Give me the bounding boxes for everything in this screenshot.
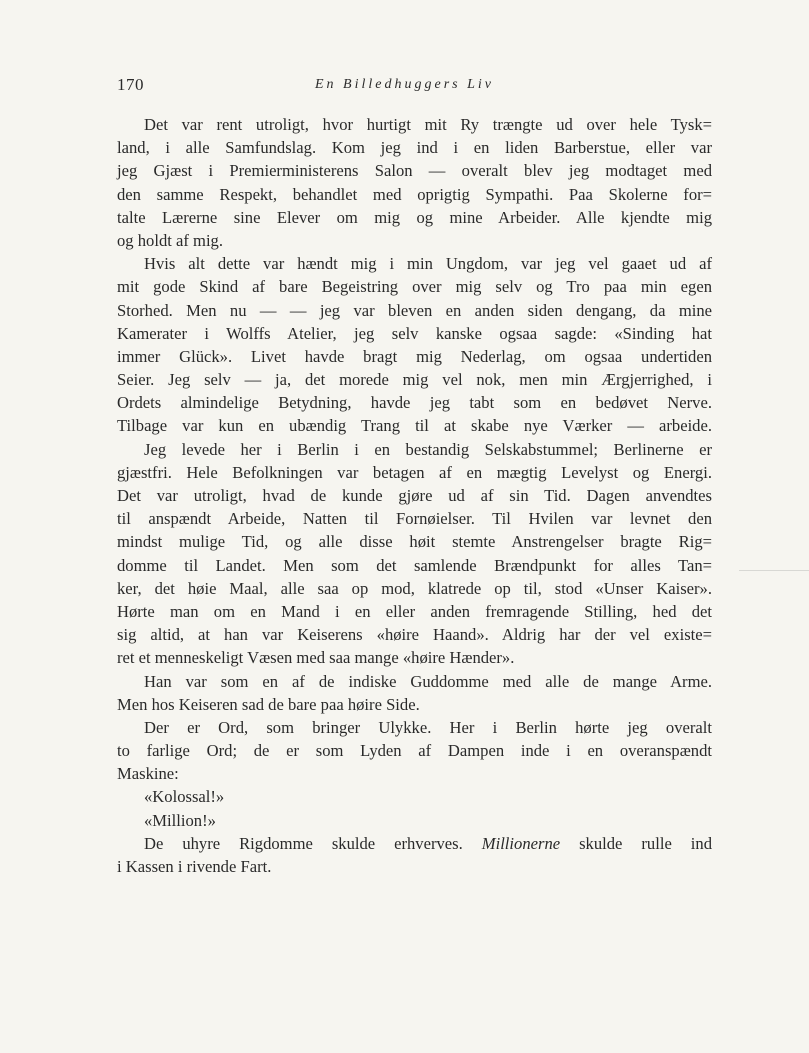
text-line: ker, det høie Maal, alle saa op mod, klatrede op til, stod «Unser Kaiser». (117, 578, 712, 598)
text-line: sig altid, at han var Keiserens «høire Haand». Aldrig har der vel existe= (117, 625, 712, 645)
edge-mark (739, 570, 809, 571)
text-line: jeg Gjæst i Premierministerens Salon — overalt blev jeg modtaget med (117, 161, 712, 181)
text-line: gjæstfri. Hele Befolkningen var betagen af en mægtig Levelyst og Energi. (117, 462, 712, 482)
text-line: Han var som en af de indiske Guddomme med alle de mange Arme. (144, 671, 712, 691)
running-title: En Billedhuggers Liv (315, 77, 494, 92)
text-segment: skulde rulle ind (579, 833, 712, 853)
italic-word: Millionerne (481, 833, 561, 853)
body-text (117, 113, 712, 878)
text-line: immer Glück». Livet havde bragt mig Nederlag, om ogsaa undertiden (117, 346, 712, 366)
text-line: Ordets almindelige Betydning, havde jeg tabt som en bedøvet Nerve. (117, 393, 712, 413)
text-line: Kamerater i Wolffs Atelier, jeg selv kanske ogsaa sagde: «Sinding hat (117, 323, 712, 343)
text-line: Storhed. Men nu — — jeg var bleven en anden siden dengang, da mine (117, 300, 712, 320)
text-line: til anspændt Arbeide, Natten til Fornøielser. Til Hvilen var levnet den (117, 509, 712, 529)
text-line: Hvis alt dette var hændt mig i min Ungdom, var jeg vel gaaet ud af (144, 254, 712, 274)
text-line: Seier. Jeg selv — ja, det morede mig vel nok, men min Ærgjerrighed, i (117, 370, 712, 390)
text-line: Der er Ord, som bringer Ulykke. Her i Berlin hørte jeg overalt (144, 717, 712, 737)
text-line: talte Lærerne sine Elever om mig og mine Arbeider. Alle kjendte mig (117, 207, 712, 227)
text-line: Jeg levede her i Berlin i en bestandig Selskabstummel; Berlinerne er (144, 439, 712, 459)
text-line: domme til Landet. Men som det samlende Brændpunkt for alles Tan= (117, 555, 712, 575)
text-line: land, i alle Samfundslag. Kom jeg ind i en liden Barberstue, eller var (117, 138, 712, 158)
text-line: den samme Respekt, behandlet med oprigtig Sympathi. Paa Skolerne for= (117, 184, 712, 204)
text-line: Men hos Keiseren sad de bare paa høire Side. (117, 694, 420, 714)
text-line: Det var utroligt, hvad de kunde gjøre ud af sin Tid. Dagen anvendtes (117, 486, 712, 505)
text-line: i Kassen i rivende Fart. (117, 857, 272, 876)
page-header (117, 75, 712, 99)
text-line: Tilbage var kun en ubændig Trang til at skabe nye Værker — arbeide. (117, 416, 712, 436)
text-line (117, 832, 712, 855)
text-line: og holdt af mig. (117, 230, 224, 250)
text-line: mindst mulige Tid, og alle disse høit stemte Anstrengelser bragte Rig= (117, 532, 712, 552)
text-line: «Million!» (144, 810, 216, 830)
text-line: Maskine: (117, 764, 179, 784)
text-line: Det var rent utroligt, hvor hurtigt mit Ry trængte ud over hele Tysk= (144, 115, 712, 134)
page-number: 170 (117, 75, 144, 94)
text-line: «Kolossal!» (144, 787, 225, 807)
text-line: ret et menneskeligt Væsen med saa mange «høire Hænder». (117, 648, 515, 668)
text-line: Hørte man om en Mand i en eller anden fremragende Stilling, hed det (117, 601, 712, 621)
text-line: to farlige Ord; de er som Lyden af Dampen inde i en overanspændt (117, 741, 712, 761)
text-segment: De uhyre Rigdomme skulde erhverves. (144, 833, 463, 853)
text-line: mit gode Skind af bare Begeistring over mig selv og Tro paa min egen (117, 277, 712, 297)
